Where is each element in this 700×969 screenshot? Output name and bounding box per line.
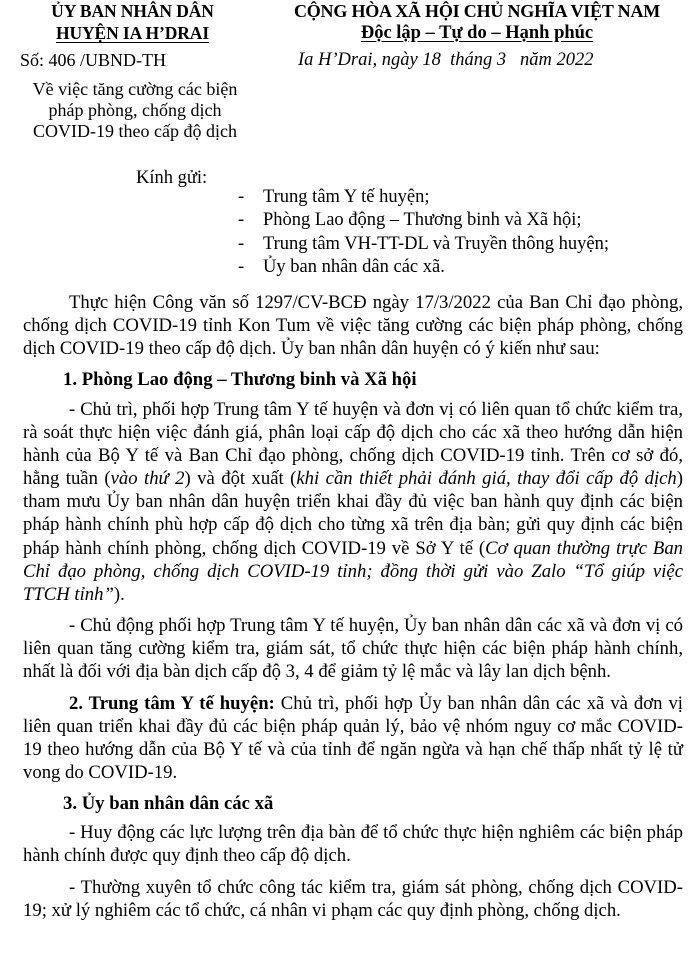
recipient-item: - Trung tâm Y tế huyện; (238, 186, 609, 209)
document-number: Số: 406 /UBND-TH (20, 50, 167, 70)
org-name-line1: ỦY BAN NHÂN DÂN (51, 1, 214, 21)
section-1-paragraph-1: - Chủ trì, phối hợp Trung tâm Y tế huyện và đơn vị có liên quan tổ chức kiểm tra, rà soát thực hiện việc đánh giá, phân loại cấp độ dịch cho các xã theo hướng dẫn hiện hành của Bộ Y tế và Ban Chỉ đạo phòng, chống dịch COVID-19 tỉnh. Trên cơ sở đó, hằng tuần (vào thứ 2) và đột xuất (khi cần thiết phải đánh giá, thay đổi cấp độ dịch) tham mưu Ủy ban nhân dân huyện triển khai đầy đủ việc ban hành quy định các biện pháp hành chính phù hợp cấp độ dịch cho từng xã trên địa bàn; gửi quy định các biện pháp hành chính phòng, chống dịch COVID-19 về Sở Y tế (Cơ quan thường trực Ban Chỉ đạo phòng, chống dịch COVID-19 tỉnh; đồng thời gửi vào Zalo “Tổ giúp việc TTCH tỉnh”). (23, 398, 684, 605)
recipient-item: - Phòng Lao động – Thương binh và Xã hội; (238, 209, 609, 232)
letter-body (23, 291, 683, 930)
document-subject: Về việc tăng cường các biện pháp phòng, chống dịch COVID-19 theo cấp độ dịch (32, 79, 238, 141)
salutation: Kính gửi: (136, 168, 208, 188)
dash-bullet: - (238, 210, 245, 231)
org-name-line2: HUYỆN IA H’DRAI (55, 23, 210, 43)
issuing-authority (10, 0, 255, 44)
section-3-paragraph-1: - Huy động các lực lượng trên địa bàn để tổ chức thực hiện nghiêm các biện pháp hành chính được quy định theo cấp độ dịch. (23, 822, 683, 867)
nation-title: CỘNG HÒA XÃ HỘI CHỦ NGHĨA VIỆT NAM (293, 1, 661, 21)
document-date: Ia H’Drai, ngày 18 tháng 3 năm 2022 (298, 50, 594, 70)
section-3-heading: 3. Ủy ban nhân dân các xã (63, 793, 274, 815)
section-3-paragraph-2: - Thường xuyên tổ chức công tác kiểm tra, giám sát phòng, chống dịch COVID-19; xử lý nghiêm các tổ chức, cá nhân vi phạm các quy định phòng, chống dịch. (23, 876, 683, 921)
section-2-heading: 2. Trung tâm Y tế huyện: (69, 692, 275, 714)
intro-paragraph: Thực hiện Công văn số 1297/CV-BCĐ ngày 17/3/2022 của Ban Chỉ đạo phòng, chống dịch COVID-19 tỉnh Kon Tum về việc tăng cường các biện pháp phòng, chống dịch COVID-19 theo cấp độ dịch. Ủy ban nhân dân huyện có ý kiến như sau: (23, 292, 683, 360)
section-1-paragraph-2: - Chủ động phối hợp Trung tâm Y tế huyện, Ủy ban nhân dân các xã và đơn vị có liên quan tăng cường kiểm tra, giám sát, tổ chức thực hiện các biện pháp hành chính, nhất là đối với địa bàn dịch cấp độ 3, 4 để giảm tỷ lệ mắc và lây lan dịch bệnh. (23, 615, 683, 683)
dash-bullet: - (238, 257, 245, 278)
section-1-heading: 1. Phòng Lao động – Thương binh và Xã hội (63, 369, 417, 391)
recipient-item: - Ủy ban nhân dân các xã. (238, 256, 609, 279)
dash-bullet: - (238, 233, 245, 254)
recipient-item: - Trung tâm VH-TT-DL và Truyền thông huyện; (238, 233, 609, 256)
national-motto: Độc lập – Tự do – Hạnh phúc (360, 23, 594, 43)
section-2-paragraph: 2. Trung tâm Y tế huyện: Chủ trì, phối hợp Ủy ban nhân dân các xã và đơn vị liên quan triển khai đầy đủ các biện pháp quản lý, bảo vệ nhóm nguy cơ mắc COVID-19 theo hướng dẫn của Bộ Y tế và của tỉnh để ngăn ngừa và hạn chế thấp nhất tỷ lệ tử vong do COVID-19. (23, 692, 683, 783)
recipient-list (238, 186, 609, 280)
dash-bullet: - (238, 187, 245, 207)
national-header (262, 0, 692, 44)
